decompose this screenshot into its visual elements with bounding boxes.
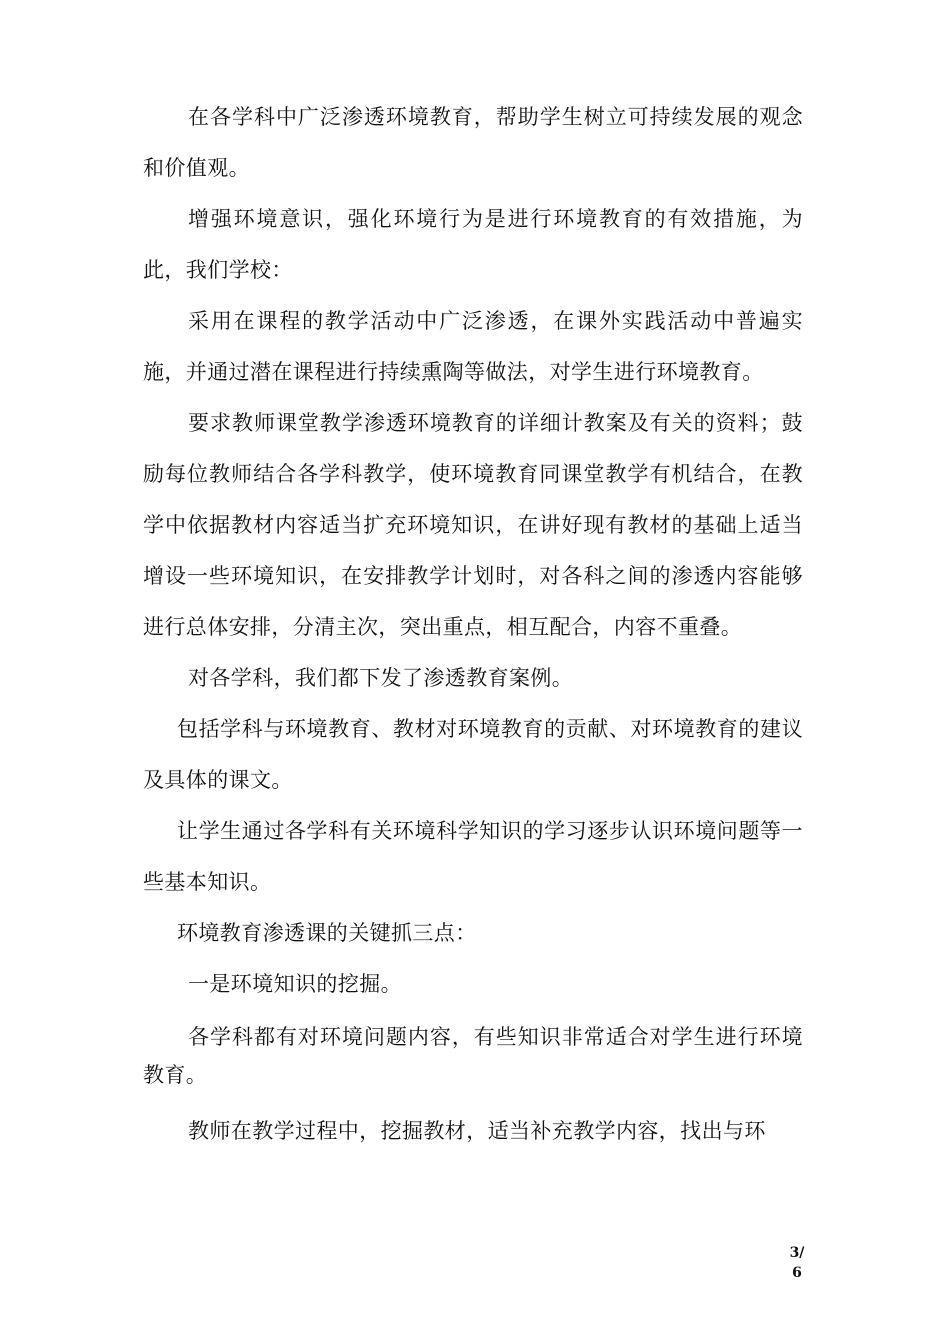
paragraph-3: 采用在课程的教学活动中广泛渗透，在课外实践活动中普遍实施，并通过潜在课程进行持续熏陶等做法，对学生进行环境教育。 [143,309,803,384]
paragraph-1: 在各学科中广泛渗透环境教育，帮助学生树立可持续发展的观念和价值观。 [143,105,803,180]
paragraph-7: 让学生通过各学科有关环境科学知识的学习逐步认识环境问题等一些基本知识。 [143,819,803,894]
paragraph-6: 包括学科与环境教育、教材对环境教育的贡献、对环境教育的建议及具体的课文。 [143,717,803,792]
paragraph-11: 教师在教学过程中，挖掘教材，适当补充教学内容，找出与环 [188,1119,766,1143]
paragraph-10: 各学科都有对环境问题内容，有些知识非常适合对学生进行环境教育。 [143,1025,803,1087]
paragraph-4: 要求教师课堂教学渗透环境教育的详细计教案及有关的资料；鼓励每位教师结合各学科教学，使环境教育同课堂教学有机结合，在教学中依据教材内容适当扩充环境知识，在讲好现有教材的基础上适当增设一些环境知识，在安排教学计划时，对各科之间的渗透内容能够进行总体安排，分清主次，突出重点，相互配合，内容不重叠。 [143,411,803,639]
document-body [143,92,803,1157]
paragraph-8: 环境教育渗透课的关键抓三点： [177,921,477,945]
paragraph-2: 增强环境意识，强化环境行为是进行环境教育的有效措施，为此，我们学校： [143,207,803,282]
paragraph-5: 对各学科，我们都下发了渗透教育案例。 [188,666,574,690]
paragraph-9: 一是环境知识的挖掘。 [188,972,402,996]
page-number: 3/6 [789,1245,805,1281]
